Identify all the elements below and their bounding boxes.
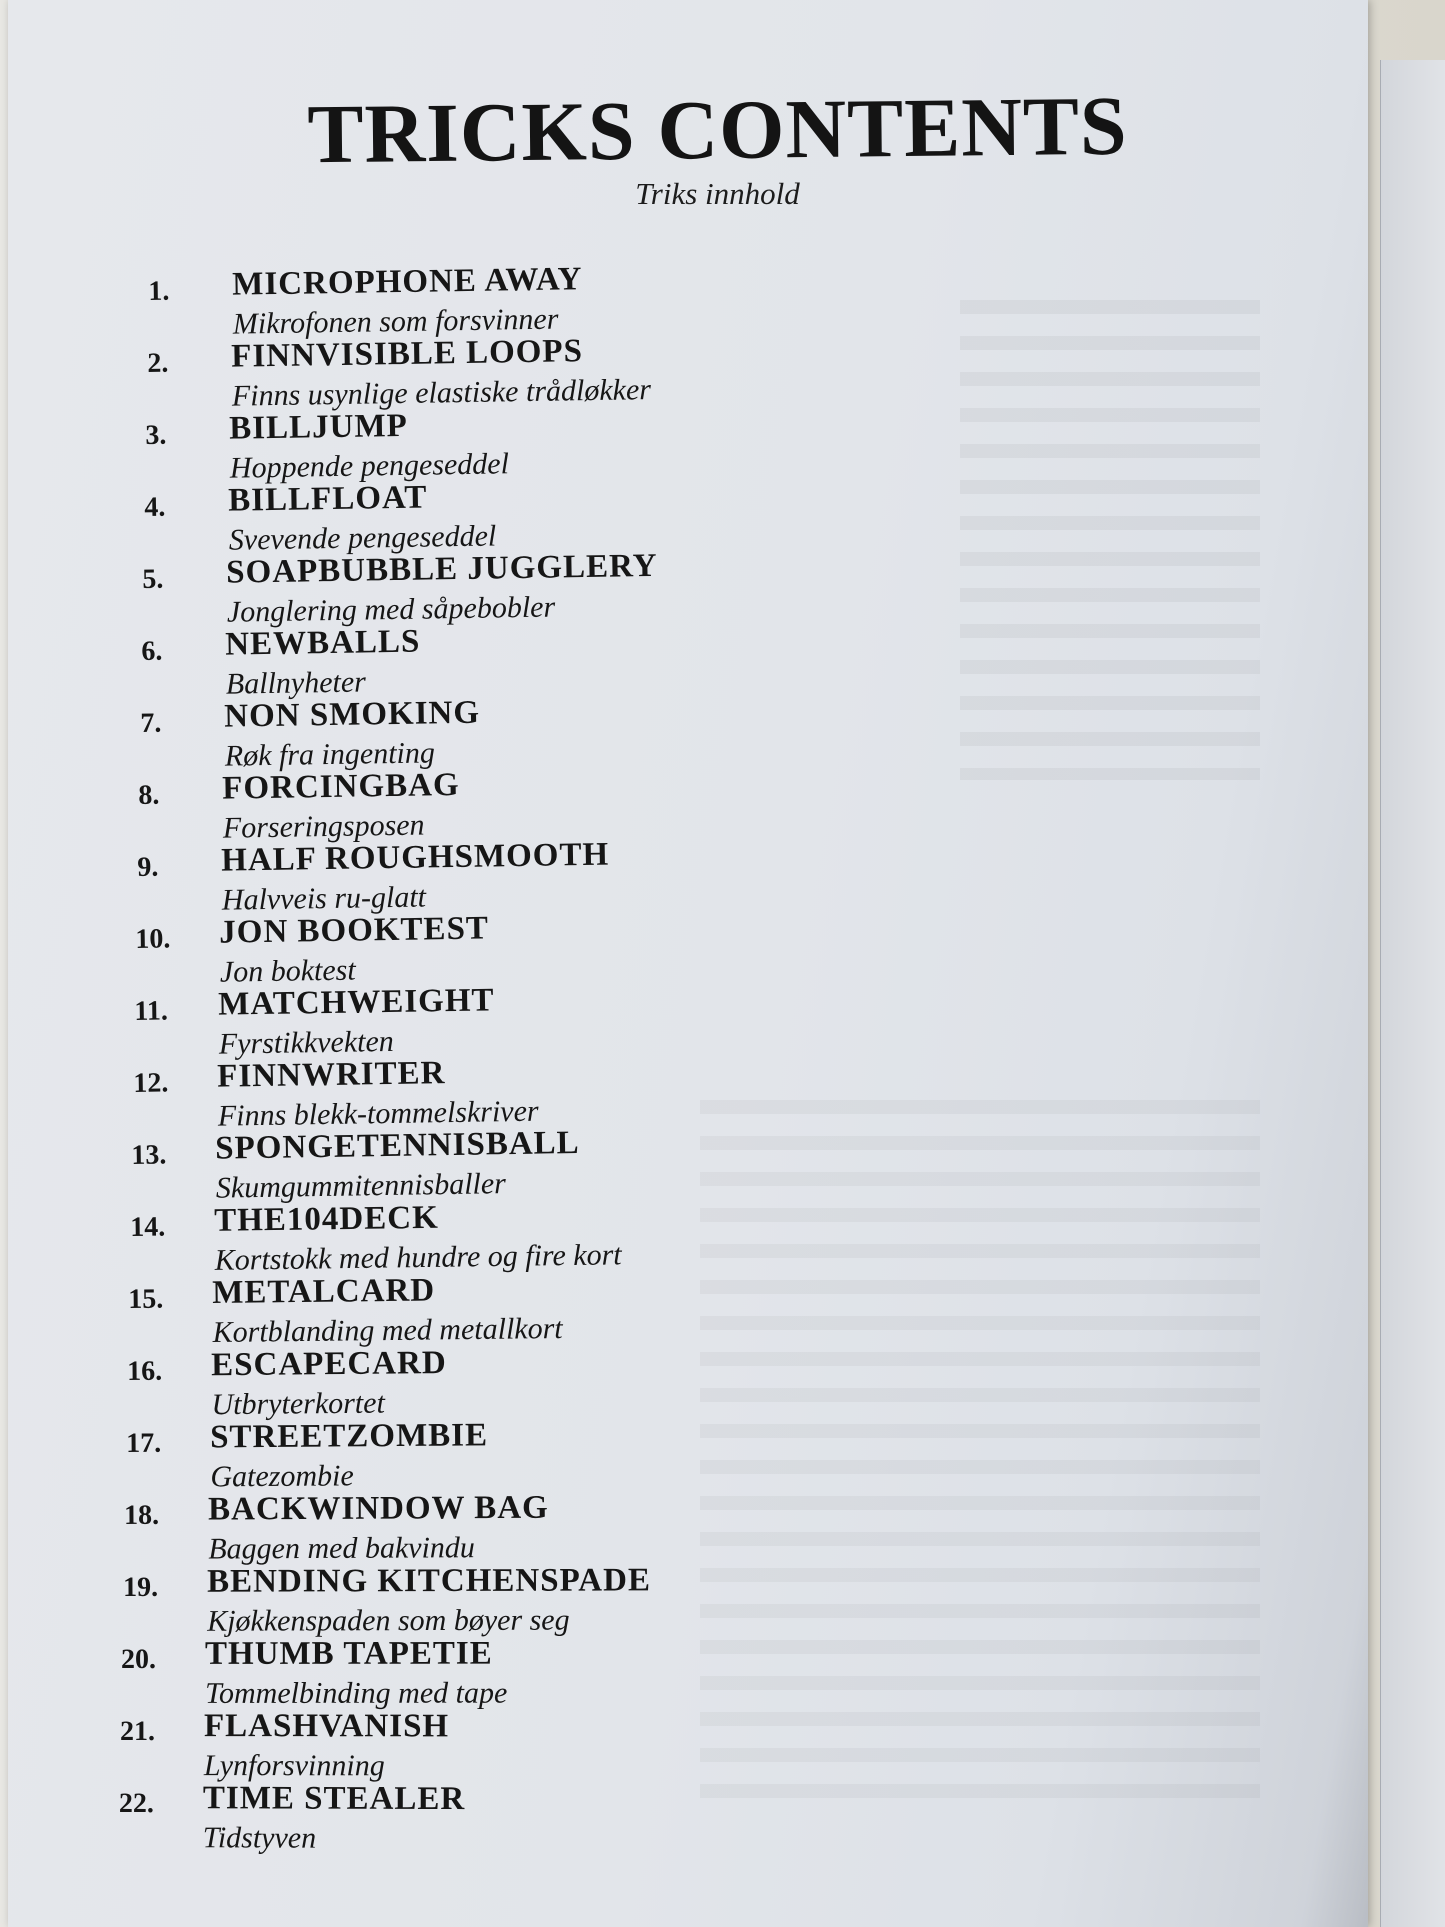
entry-number: 9. (137, 851, 159, 883)
entry-title: NON SMOKING (223, 694, 481, 735)
entry-translation: Fyrstikkvekten (218, 1024, 395, 1061)
entry-translation: Baggen med bakvindu (208, 1531, 475, 1566)
entry-translation: Mikrofonen som forsvinner (232, 302, 559, 341)
entry-number: 12. (133, 1067, 169, 1099)
entry-translation: Kortstokk med hundre og fire kort (214, 1238, 622, 1277)
entry-number: 22. (118, 1788, 154, 1820)
entry-translation: Finns usynlige elastiske trådløkker (231, 373, 652, 413)
entry-title: BILLFLOAT (227, 479, 428, 519)
entry-title: FLASHVANISH (203, 1708, 450, 1745)
entry-title: METALCARD (211, 1272, 436, 1312)
entry-number: 18. (124, 1499, 160, 1531)
entry-title: JON BOOKTEST (218, 910, 490, 951)
entry-translation: Gatezombie (210, 1459, 354, 1494)
entry-title: MICROPHONE AWAY (231, 261, 583, 303)
entry-title: TIME STEALER (202, 1780, 466, 1818)
entry-number: 19. (123, 1571, 159, 1603)
entry-number: 17. (126, 1427, 162, 1459)
entry-number: 5. (142, 563, 164, 595)
entry-title: FINNVISIBLE LOOPS (230, 333, 584, 375)
entry-translation: Svevende pengeseddel (228, 519, 497, 557)
contents-entry (121, 1635, 821, 1710)
entry-number: 7. (140, 707, 162, 739)
contents-entry (118, 1780, 819, 1855)
entry-title: NEWBALLS (224, 623, 421, 663)
entry-translation: Forseringsposen (222, 808, 425, 845)
entry-number: 2. (147, 347, 169, 379)
entry-translation: Ballnyheter (225, 665, 367, 701)
entry-translation: Halvveis ru-glatt (221, 880, 427, 917)
entry-number: 16. (127, 1355, 163, 1387)
entry-translation: Tommelbinding med tape (205, 1676, 508, 1710)
entry-number: 11. (134, 995, 169, 1027)
entry-title: MATCHWEIGHT (217, 982, 495, 1023)
contents-entry (148, 257, 848, 341)
entry-translation: Skumgummitennisballer (215, 1167, 507, 1205)
entry-number: 3. (145, 419, 167, 451)
entry-title: ESCAPECARD (210, 1344, 447, 1384)
entry-title: STREETZOMBIE (209, 1417, 489, 1456)
entry-title: THUMB TAPETIE (204, 1635, 493, 1672)
entry-title: BENDING KITCHENSPADE (206, 1562, 652, 1600)
entry-title: FINNWRITER (216, 1055, 446, 1095)
entry-translation: Utbryterkortet (211, 1386, 385, 1422)
entry-number: 15. (128, 1283, 164, 1315)
entry-translation: Kortblanding med metallkort (212, 1311, 563, 1350)
entry-title: HALF ROUGHSMOOTH (220, 836, 610, 879)
entry-title: FORCINGBAG (221, 766, 460, 807)
entry-title: SOAPBUBBLE JUGGLERY (225, 547, 658, 591)
entry-number: 4. (144, 491, 166, 523)
entry-translation: Kjøkkenspaden som bøyer seg (207, 1603, 570, 1638)
entry-number: 14. (130, 1211, 166, 1243)
entry-translation: Tidstyven (202, 1821, 317, 1855)
entry-translation: Jon boktest (219, 953, 356, 989)
entry-translation: Jonglering med såpebobler (226, 590, 556, 629)
entry-number: 13. (131, 1139, 167, 1171)
page-subtitle: Triks innhold (635, 176, 800, 211)
entry-number: 21. (119, 1716, 155, 1748)
entry-number: 1. (148, 275, 170, 307)
entry-translation: Hoppende pengeseddel (229, 447, 510, 485)
entry-translation: Lynforsvinning (203, 1749, 385, 1783)
entry-title: BILLJUMP (228, 407, 409, 447)
entry-number: 8. (138, 779, 160, 811)
entry-title: BACKWINDOW BAG (207, 1489, 549, 1528)
entry-number: 20. (121, 1643, 157, 1675)
entry-translation: Røk fra ingenting (224, 736, 436, 773)
entry-translation: Finns blekk-tommelskriver (217, 1094, 539, 1133)
entry-number: 10. (135, 923, 171, 955)
page-title: TRICKS CONTENTS (306, 79, 1129, 182)
entry-number: 6. (141, 635, 163, 667)
entry-title: SPONGETENNISBALL (214, 1124, 580, 1167)
entry-title: THE104DECK (213, 1199, 440, 1239)
